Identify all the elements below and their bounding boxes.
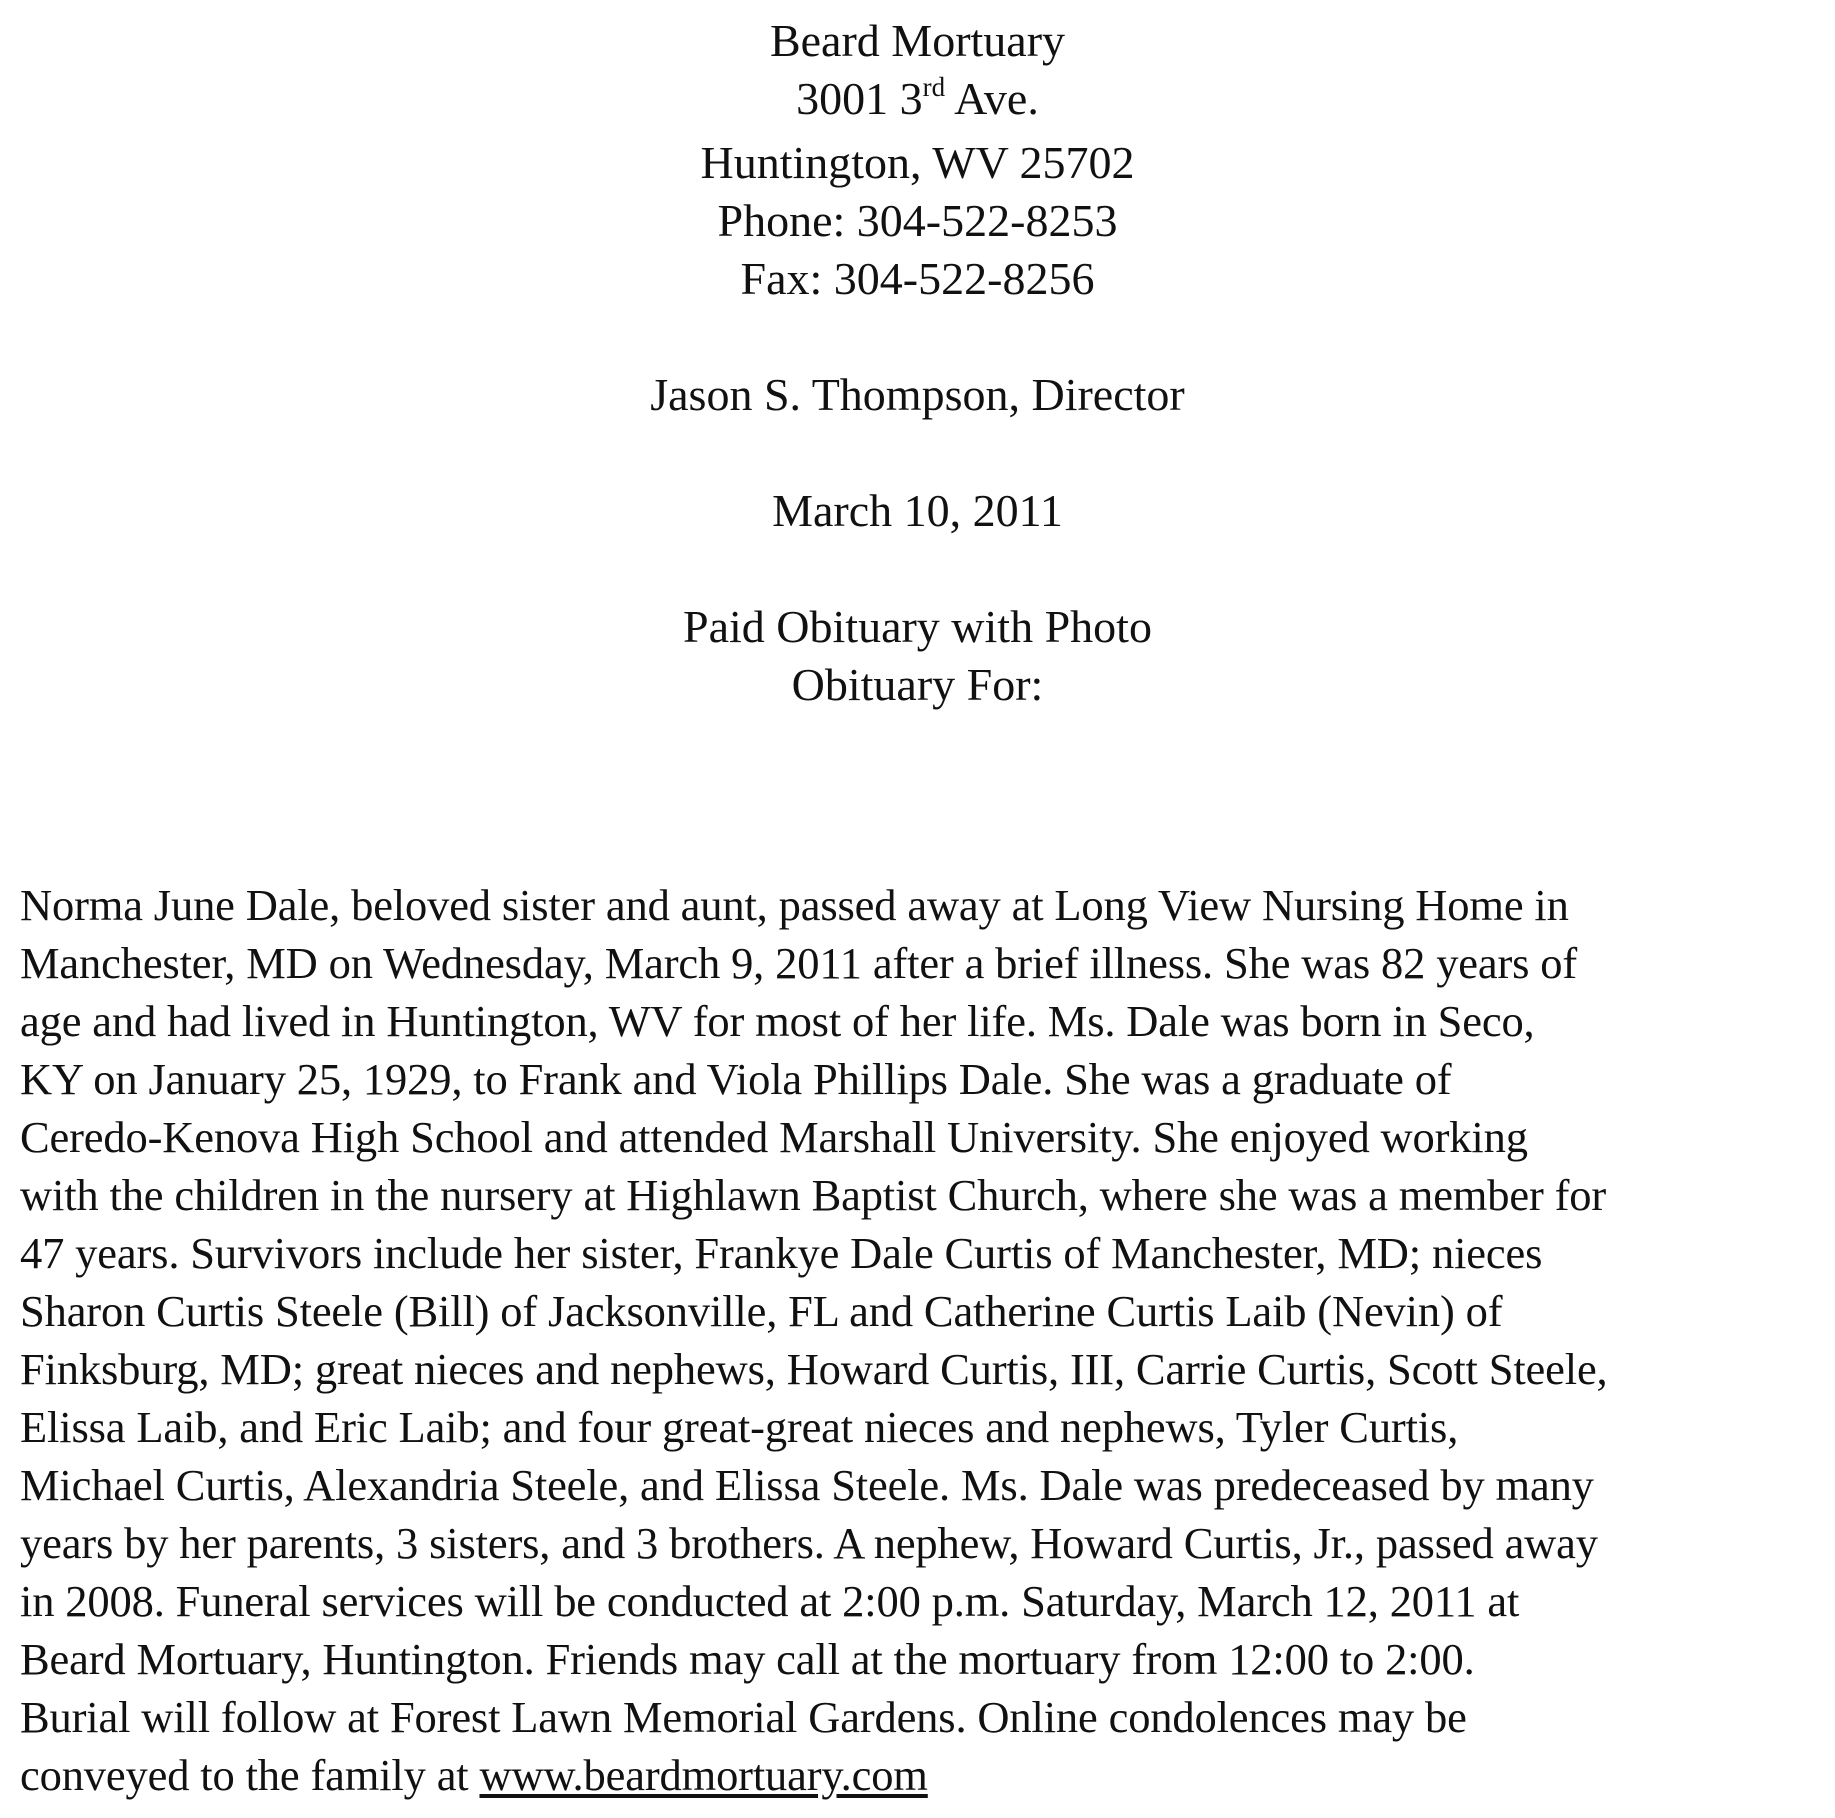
phone-number: Phone: 304-522-8253 [717,195,1118,246]
obituary-for-label: Obituary For: [791,659,1044,710]
city-state-zip: Huntington, WV 25702 [700,137,1135,188]
obituary-line: with the children in the nursery at Highlawn Baptist Church, where she was a member for [20,1170,1607,1220]
spacer [0,540,1835,598]
fax-number: Fax: 304-522-8256 [740,253,1095,304]
director-name: Jason S. Thompson, Director [650,369,1185,420]
obituary-line: years by her parents, 3 sisters, and 3 brothers. A nephew, Howard Curtis, Jr., passed away [20,1518,1598,1568]
obituary-line: Finksburg, MD; great nieces and nephews, Howard Curtis, III, Carrie Curtis, Scott Steele, [20,1344,1608,1394]
obituary-line: KY on January 25, 1929, to Frank and Viola Phillips Dale. She was a graduate of [20,1054,1452,1104]
spacer [0,308,1835,366]
obituary-line: Manchester, MD on Wednesday, March 9, 2011 after a brief illness. She was 82 years of [20,938,1578,988]
obituary-line: Sharon Curtis Steele (Bill) of Jacksonville, FL and Catherine Curtis Laib (Nevin) of [20,1286,1503,1336]
street-address [0,70,1835,134]
obituary-type: Paid Obituary with Photo [683,601,1152,652]
website-link[interactable]: www.beardmortuary.com [479,1750,928,1800]
obituary-line: Michael Curtis, Alexandria Steele, and Elissa Steele. Ms. Dale was predeceased by many [20,1460,1594,1510]
letterhead [0,12,1835,714]
last-line-text: conveyed to the family at [20,1750,480,1800]
obituary-line: 47 years. Survivors include her sister, Frankye Dale Curtis of Manchester, MD; nieces [20,1228,1543,1278]
address-street: Ave. [945,73,1039,124]
address-number: 3001 3 [796,73,923,124]
obituary-line: Beard Mortuary, Huntington. Friends may call at the mortuary from 12:00 to 2:00. [20,1634,1475,1684]
spacer [0,424,1835,482]
mortuary-name: Beard Mortuary [769,15,1066,66]
obituary-line: age and had lived in Huntington, WV for most of her life. Ms. Dale was born in Seco, [20,996,1535,1046]
obituary-line: Burial will follow at Forest Lawn Memorial Gardens. Online condolences may be [20,1692,1467,1742]
obituary-text [20,876,1830,1804]
address-ordinal: rd [922,72,946,102]
obituary-last-line [20,1746,1830,1804]
obituary-line: Norma June Dale, beloved sister and aunt, passed away at Long View Nursing Home in [20,880,1569,930]
obituary-line: Ceredo-Kenova High School and attended Marshall University. She enjoyed working [20,1112,1528,1162]
obituary-line: in 2008. Funeral services will be conducted at 2:00 p.m. Saturday, March 12, 2011 at [20,1576,1520,1626]
obituary-line: Elissa Laib, and Eric Laib; and four great-great nieces and nephews, Tyler Curtis, [20,1402,1459,1452]
document-date: March 10, 2011 [772,485,1063,536]
